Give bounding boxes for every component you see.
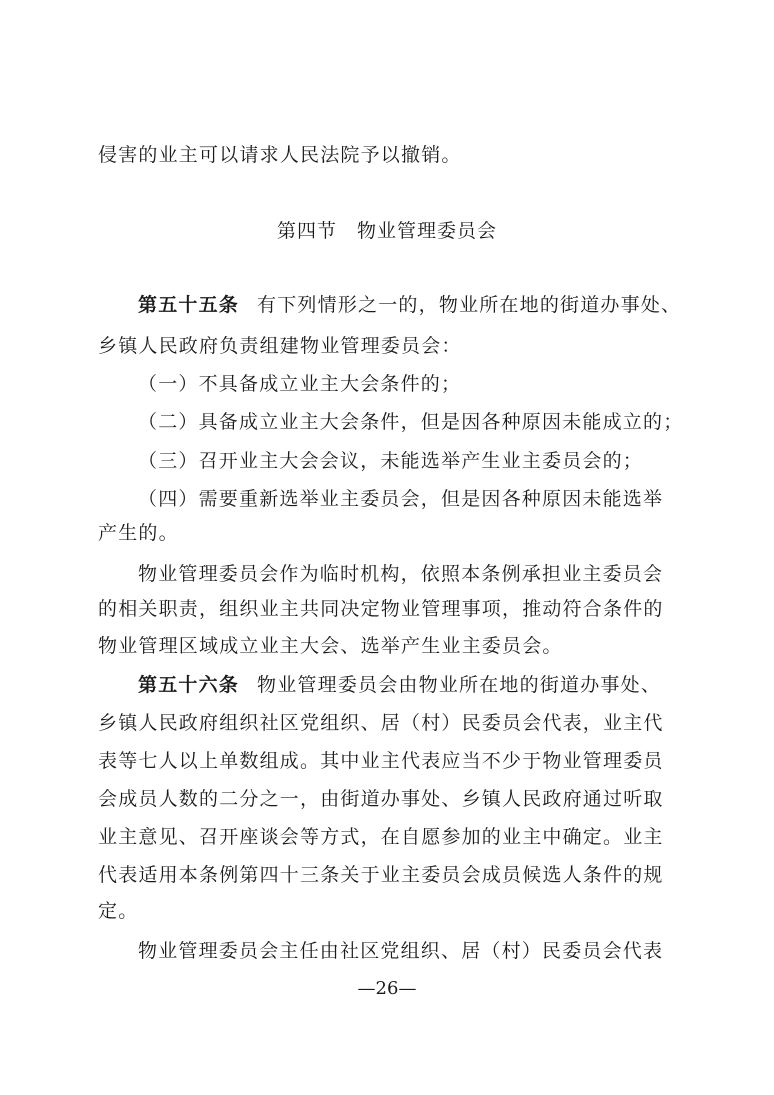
article-56-label: 第五十六条 bbox=[138, 674, 240, 696]
list-item: （二）具备成立业主大会条件，但是因各种原因未能成立的； bbox=[138, 411, 684, 433]
page-number: —26— bbox=[357, 978, 417, 999]
list-item: （三）召开业主大会会议，未能选举产生业主委员会的； bbox=[138, 450, 644, 472]
paragraph-line: 物业管理委员会作为临时机构，依照本条例承担业主委员会 bbox=[138, 563, 664, 585]
paragraph-line: 会成员人数的二分之一，由街道办事处、乡镇人民政府通过听取 bbox=[98, 788, 664, 810]
list-item: （四）需要重新选举业主委员会，但是因各种原因未能选举 bbox=[138, 488, 664, 510]
list-item: （一）不具备成立业主大会条件的； bbox=[138, 373, 462, 395]
paragraph-line: 业主意见、召开座谈会等方式，在自愿参加的业主中确定。业主 bbox=[98, 826, 664, 848]
paragraph-line: 的相关职责，组织业主共同决定物业管理事项，推动符合条件的 bbox=[98, 598, 664, 620]
paragraph-line-text: 有下列情形之一的，物业所在地的街道办事处、 bbox=[257, 294, 682, 316]
paragraph-line: 定。 bbox=[98, 900, 139, 922]
article-55-label: 第五十五条 bbox=[138, 294, 240, 316]
paragraph-line: 乡镇人民政府负责组建物业管理委员会： bbox=[98, 335, 462, 357]
paragraph-line: 乡镇人民政府组织社区党组织、居（村）民委员会代表，业主代 bbox=[98, 712, 664, 734]
paragraph-line: 侵害的业主可以请求人民法院予以撤销。 bbox=[98, 144, 462, 166]
article-55-first-line bbox=[138, 292, 682, 318]
section-heading: 第四节 物业管理委员会 bbox=[276, 220, 497, 242]
paragraph-line: 物业管理委员会主任由社区党组织、居（村）民委员会代表 bbox=[138, 940, 664, 962]
paragraph-line: 物业管理区域成立业主大会、选举产生业主委员会。 bbox=[98, 635, 563, 657]
article-56-first-line bbox=[138, 672, 678, 698]
paragraph-line: 产生的。 bbox=[98, 522, 179, 544]
paragraph-line-text: 物业管理委员会由物业所在地的街道办事处、 bbox=[257, 674, 662, 696]
paragraph-line: 代表适用本条例第四十三条关于业主委员会成员候选人条件的规 bbox=[98, 864, 664, 886]
paragraph-line: 表等七人以上单数组成。其中业主代表应当不少于物业管理委员 bbox=[98, 750, 664, 772]
